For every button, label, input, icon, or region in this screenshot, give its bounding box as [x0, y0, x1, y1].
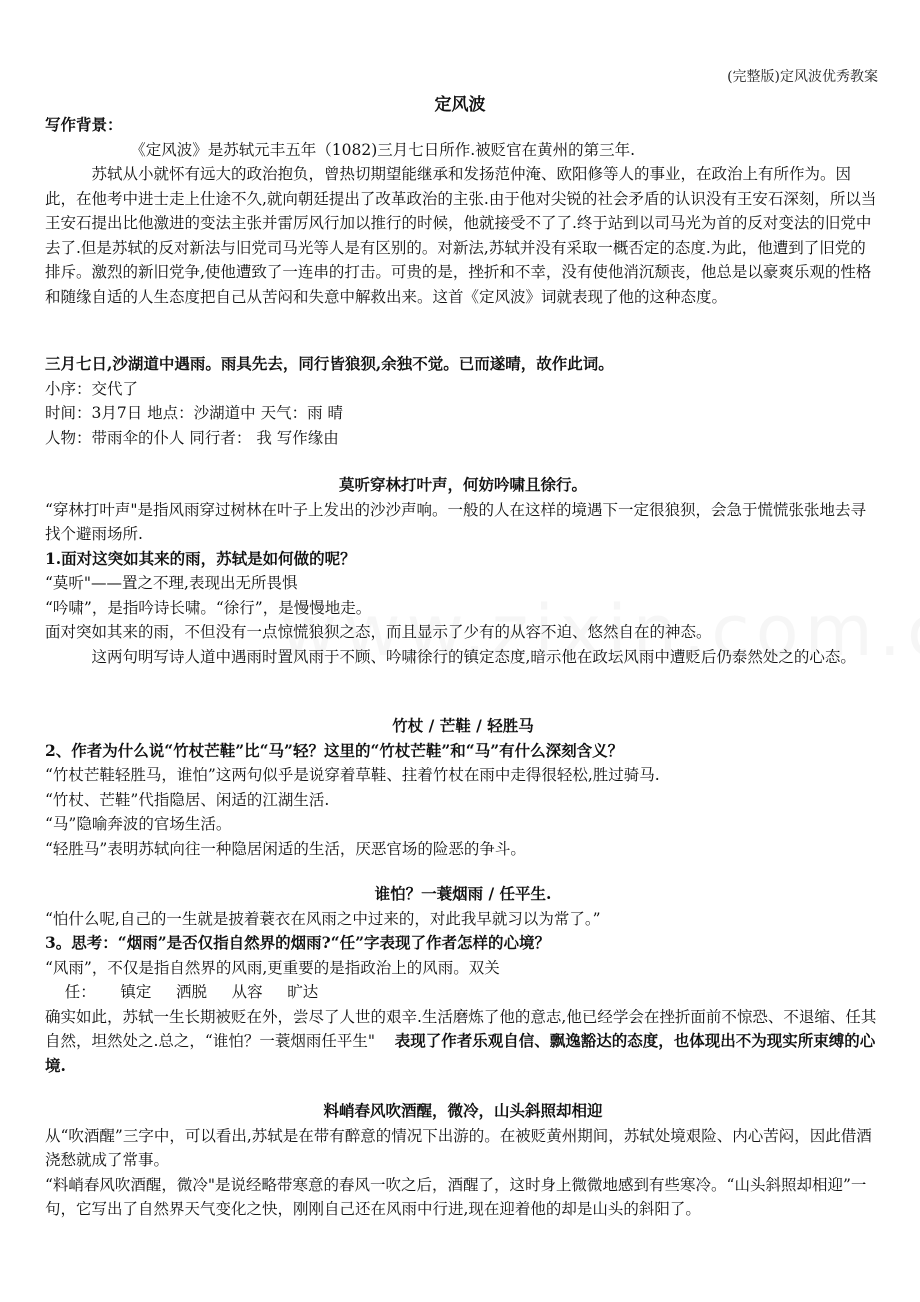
answer-line: “马”隐喻奔波的官场生活。 [45, 815, 232, 833]
question-2: 2、作者为什么说“竹杖芒鞋”比“马”轻？这里的“竹杖芒鞋”和“马”有什么深刻含义？ [45, 740, 624, 760]
background-intro: 《定风波》是苏轼元丰五年（1082)三月七日所作.被贬官在黄州的第三年. [130, 140, 636, 159]
section-zhuzhang [45, 714, 881, 861]
answer-line: “莫听"——置之不理,表现出无所畏惧 [45, 574, 298, 592]
section-heading: 竹杖 / 芒鞋 / 轻胜马 [392, 716, 534, 735]
answer-line: “轻胜马”表明苏轼向往一种隐居闲适的生活，厌恶官场的险恶的争斗。 [45, 839, 526, 858]
preface-line-1: 小序：交代了 [45, 379, 139, 398]
paragraph [45, 1005, 881, 1079]
section-moting [45, 473, 881, 669]
section-liaoqiao [45, 1099, 881, 1222]
answer-line: 任： 镇定 洒脱 从容 旷达 [45, 983, 319, 1001]
paragraph: 这两句明写诗人道中遇雨时置风雨于不顾、吟啸徐行的镇定态度,暗示他在政坛风雨中遭贬后仍泰然处之的心态。 [91, 647, 856, 666]
question-1: 1.面对这突如其来的雨，苏轼是如何做的呢？ [45, 548, 356, 568]
answer-line: “竹杖、芒鞋”代指隐居、闲适的江湖生活. [45, 790, 330, 809]
answer-line: “竹杖芒鞋轻胜马，谁怕”这两句似乎是说穿着草鞋、拄着竹杖在雨中走得很轻松,胜过骑马. [45, 766, 660, 784]
preface-section [45, 352, 881, 450]
answer-line: 面对突如其来的雨，不但没有一点惊慌狼狈之态，而且显示了少有的从容不迫、悠然自在的神态。 [45, 623, 712, 641]
section-shuipa [45, 882, 881, 1078]
background-label: 写作背景： [45, 115, 123, 134]
question-3: 3。思考：“烟雨”是否仅指自然界的烟雨?“任”字表现了作者怎样的心境？ [45, 933, 551, 952]
paragraph: “料峭春风吹酒醒，微冷"是说经略带寒意的春风一吹之后，酒醒了，这时身上微微地感到有些寒冷。“山头斜照却相迎”一句，它写出了自然界天气变化之快，刚刚自己还在风雨中行进,现在迎着他的却是山头的斜阳了。 [45, 1175, 867, 1218]
section-heading: 料峭春风吹酒醒，微冷，山头斜照却相迎 [323, 1101, 603, 1120]
answer-line: “风雨”，不仅是指自然界的风雨,更重要的是指政治上的风雨。双关 [45, 958, 500, 977]
background-section [45, 113, 881, 309]
page-header: (完整版)定风波优秀教案 [727, 69, 878, 85]
preface-line-2: 时间：3月7日 地点：沙湖道中 天气：雨 晴 [45, 404, 344, 422]
paragraph: 从“吹酒醒”三字中，可以看出,苏轼是在带有醉意的情况下出游的。在被贬黄州期间，苏轼处境艰险、内心苦闷，因此借酒浇愁就成了常事。 [45, 1126, 872, 1169]
paragraph: “穿林打叶声"是指风雨穿过树林在叶子上发出的沙沙声响。一般的人在这样的境遇下一定很狼狈，会急于慌慌张张地去寻找个避雨场所. [45, 500, 867, 543]
paragraph-bold: 表现了作者乐观自信、飘逸豁达的态度，也体现出不为现实所束缚的心境. [45, 1031, 876, 1075]
paragraph-text: 确实如此，苏轼一生长期被贬在外，尝尽了人世的艰辛.生活磨炼了他的意志,他已经学会在挫折面前不惊恐、不退缩、任其自然，坦然处之.总之，“谁怕？一蓑烟雨任平生" [45, 1007, 877, 1050]
document-title: 定风波 [434, 95, 486, 115]
section-heading: 莫听穿林打叶声，何妨吟啸且徐行。 [338, 475, 587, 494]
section-heading: 谁怕？一蓑烟雨 / 任平生. [374, 884, 552, 903]
preface-line-3: 人物：带雨伞的仆人 同行者： 我 写作缘由 [45, 428, 339, 447]
preface-heading: 三月七日,沙湖道中遇雨。雨具先去，同行皆狼狈,余独不觉。已而遂晴，故作此词。 [45, 354, 614, 373]
answer-line: “吟啸”，是指吟诗长啸。“徐行”，是慢慢地走。 [45, 598, 372, 617]
answer-line: “怕什么呢,自己的一生就是披着蓑衣在风雨之中过来的，对此我早就习以为常了。” [45, 909, 601, 928]
background-body: 苏轼从小就怀有远大的政治抱负，曾热切期望能继承和发扬范仲淹、欧阳修等人的事业，在政治上有所作为。因此，在他考中进士走上仕途不久,就向朝廷提出了改革政治的主张.由于他对尖锐的社会矛盾的认识没有王安石深刻，所以当王安石提出比他激进的变法主张并雷厉风行加以推行的时候，他就接受不了了.终于站到以司马光为首的反对变法的旧党中去了.但是苏轼的反对新法与旧党司马光等人是有区别的。对新法,苏轼并没有采取一概否定的态度.为此，他遭到了旧党的排斥。激烈的新旧党争,使他遭致了一连串的打击。可贵的是，挫折和不幸，没有使他消沉颓丧，他总是以豪爽乐观的性格和随缘自适的人生态度把自己从苦闷和失意中解救出来。这首《定风波》词就表现了他的这种态度。 [45, 165, 877, 306]
